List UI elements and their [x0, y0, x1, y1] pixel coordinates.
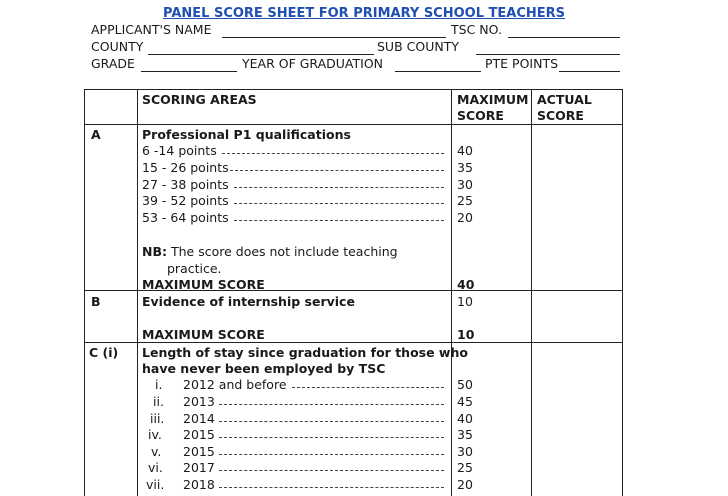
- tsc-no-field[interactable]: [508, 37, 620, 38]
- col-header-scoring-areas: SCORING AREAS: [142, 92, 257, 107]
- table-rule-header: [84, 124, 623, 125]
- section-a-heading: Professional P1 qualifications: [142, 127, 351, 142]
- table-divider-max: [451, 89, 452, 496]
- table-divider-actual: [531, 89, 532, 496]
- county-field[interactable]: [148, 54, 374, 55]
- section-a-row-label: 6 -14 points: [142, 143, 217, 158]
- section-b-max-label: MAXIMUM SCORE: [142, 327, 265, 342]
- section-a-row-label: 27 - 38 points: [142, 177, 229, 192]
- sub-county-label: SUB COUNTY: [377, 39, 459, 54]
- section-a-row-score: 25: [457, 193, 473, 208]
- section-a-row-score: 40: [457, 143, 473, 158]
- col-header-actual-score: SCORE: [537, 108, 584, 123]
- section-c-row-number: iii.: [150, 411, 165, 426]
- leader-dots: [292, 387, 444, 388]
- section-a-row-score: 35: [457, 160, 473, 175]
- section-a-row-label: 53 - 64 points: [142, 210, 229, 225]
- leader-dots: [219, 470, 444, 471]
- leader-dots: [219, 437, 444, 438]
- section-b-score: 10: [457, 294, 473, 309]
- table-rule-b: [84, 342, 623, 343]
- section-c-row-label: 2018: [183, 477, 215, 492]
- section-c-row-label: 2013: [183, 394, 215, 409]
- section-c-row-score: 35: [457, 427, 473, 442]
- section-c-row-number: vi.: [148, 460, 163, 475]
- applicant-name-field[interactable]: [222, 37, 446, 38]
- section-c-row-score: 50: [457, 377, 473, 392]
- section-c-row-number: i.: [155, 377, 163, 392]
- section-c-row-score: 30: [457, 444, 473, 459]
- pte-points-label: PTE POINTS: [485, 56, 559, 71]
- table-border-top: [84, 89, 623, 90]
- section-c-row-number: v.: [151, 444, 162, 459]
- leader-dots: [219, 454, 444, 455]
- applicant-name-label: APPLICANT'S NAME: [91, 22, 212, 37]
- leader-dots: [234, 187, 444, 188]
- section-c-row-label: 2015: [183, 444, 215, 459]
- section-b-heading: Evidence of internship service: [142, 294, 355, 309]
- section-a-row-score: 30: [457, 177, 473, 192]
- year-of-graduation-field[interactable]: [395, 71, 481, 72]
- section-a-note-continued: practice.: [167, 261, 222, 276]
- tsc-no-label: TSC NO.: [451, 22, 502, 37]
- sub-county-field[interactable]: [476, 54, 620, 55]
- section-c-row-number: vii.: [146, 477, 165, 492]
- section-c-code: C (i): [89, 345, 119, 360]
- col-header-maximum: MAXIMUM: [457, 92, 529, 107]
- grade-label: GRADE: [91, 56, 135, 71]
- col-header-actual: ACTUAL: [537, 92, 592, 107]
- leader-dots: [219, 404, 444, 405]
- section-b-max-value: 10: [457, 327, 475, 342]
- table-border-left: [84, 89, 85, 496]
- leader-dots: [219, 487, 444, 488]
- section-c-row-number: iv.: [148, 427, 162, 442]
- leader-dots: [219, 421, 444, 422]
- grade-field[interactable]: [141, 71, 237, 72]
- section-a-max-value: 40: [457, 277, 475, 292]
- section-c-row-score: 40: [457, 411, 473, 426]
- leader-dots: [222, 153, 444, 154]
- section-c-row-number: ii.: [153, 394, 164, 409]
- section-c-row-score: 25: [457, 460, 473, 475]
- section-a-max-label: MAXIMUM SCORE: [142, 277, 265, 292]
- note-text: The score does not include teaching: [167, 244, 398, 259]
- section-a-row-score: 20: [457, 210, 473, 225]
- section-c-heading: Length of stay since graduation for those who: [142, 345, 468, 360]
- table-border-right: [622, 89, 623, 496]
- year-of-graduation-label: YEAR OF GRADUATION: [242, 56, 384, 71]
- table-divider-code: [137, 89, 138, 496]
- section-c-row-score: 45: [457, 394, 473, 409]
- section-a-row-label: 15 - 26 points: [142, 160, 229, 175]
- section-a-row-label: 39 - 52 points: [142, 193, 229, 208]
- leader-dots: [234, 203, 444, 204]
- section-b-code: B: [91, 294, 101, 309]
- section-c-row-label: 2014: [183, 411, 215, 426]
- leader-dots: [230, 170, 444, 171]
- section-a-code: A: [91, 127, 101, 142]
- section-a-note: [142, 244, 398, 259]
- county-label: COUNTY: [91, 39, 144, 54]
- leader-dots: [234, 220, 444, 221]
- section-c-row-label: 2017: [183, 460, 215, 475]
- page-title: PANEL SCORE SHEET FOR PRIMARY SCHOOL TEACHERS: [163, 6, 565, 21]
- pte-points-field[interactable]: [559, 71, 620, 72]
- section-c-row-label: 2015: [183, 427, 215, 442]
- section-c-heading-continued: have never been employed by TSC: [142, 361, 386, 376]
- note-label: NB:: [142, 244, 167, 259]
- section-c-row-score: 20: [457, 477, 473, 492]
- section-c-row-label: 2012 and before: [183, 377, 287, 392]
- col-header-maximum-score: SCORE: [457, 108, 504, 123]
